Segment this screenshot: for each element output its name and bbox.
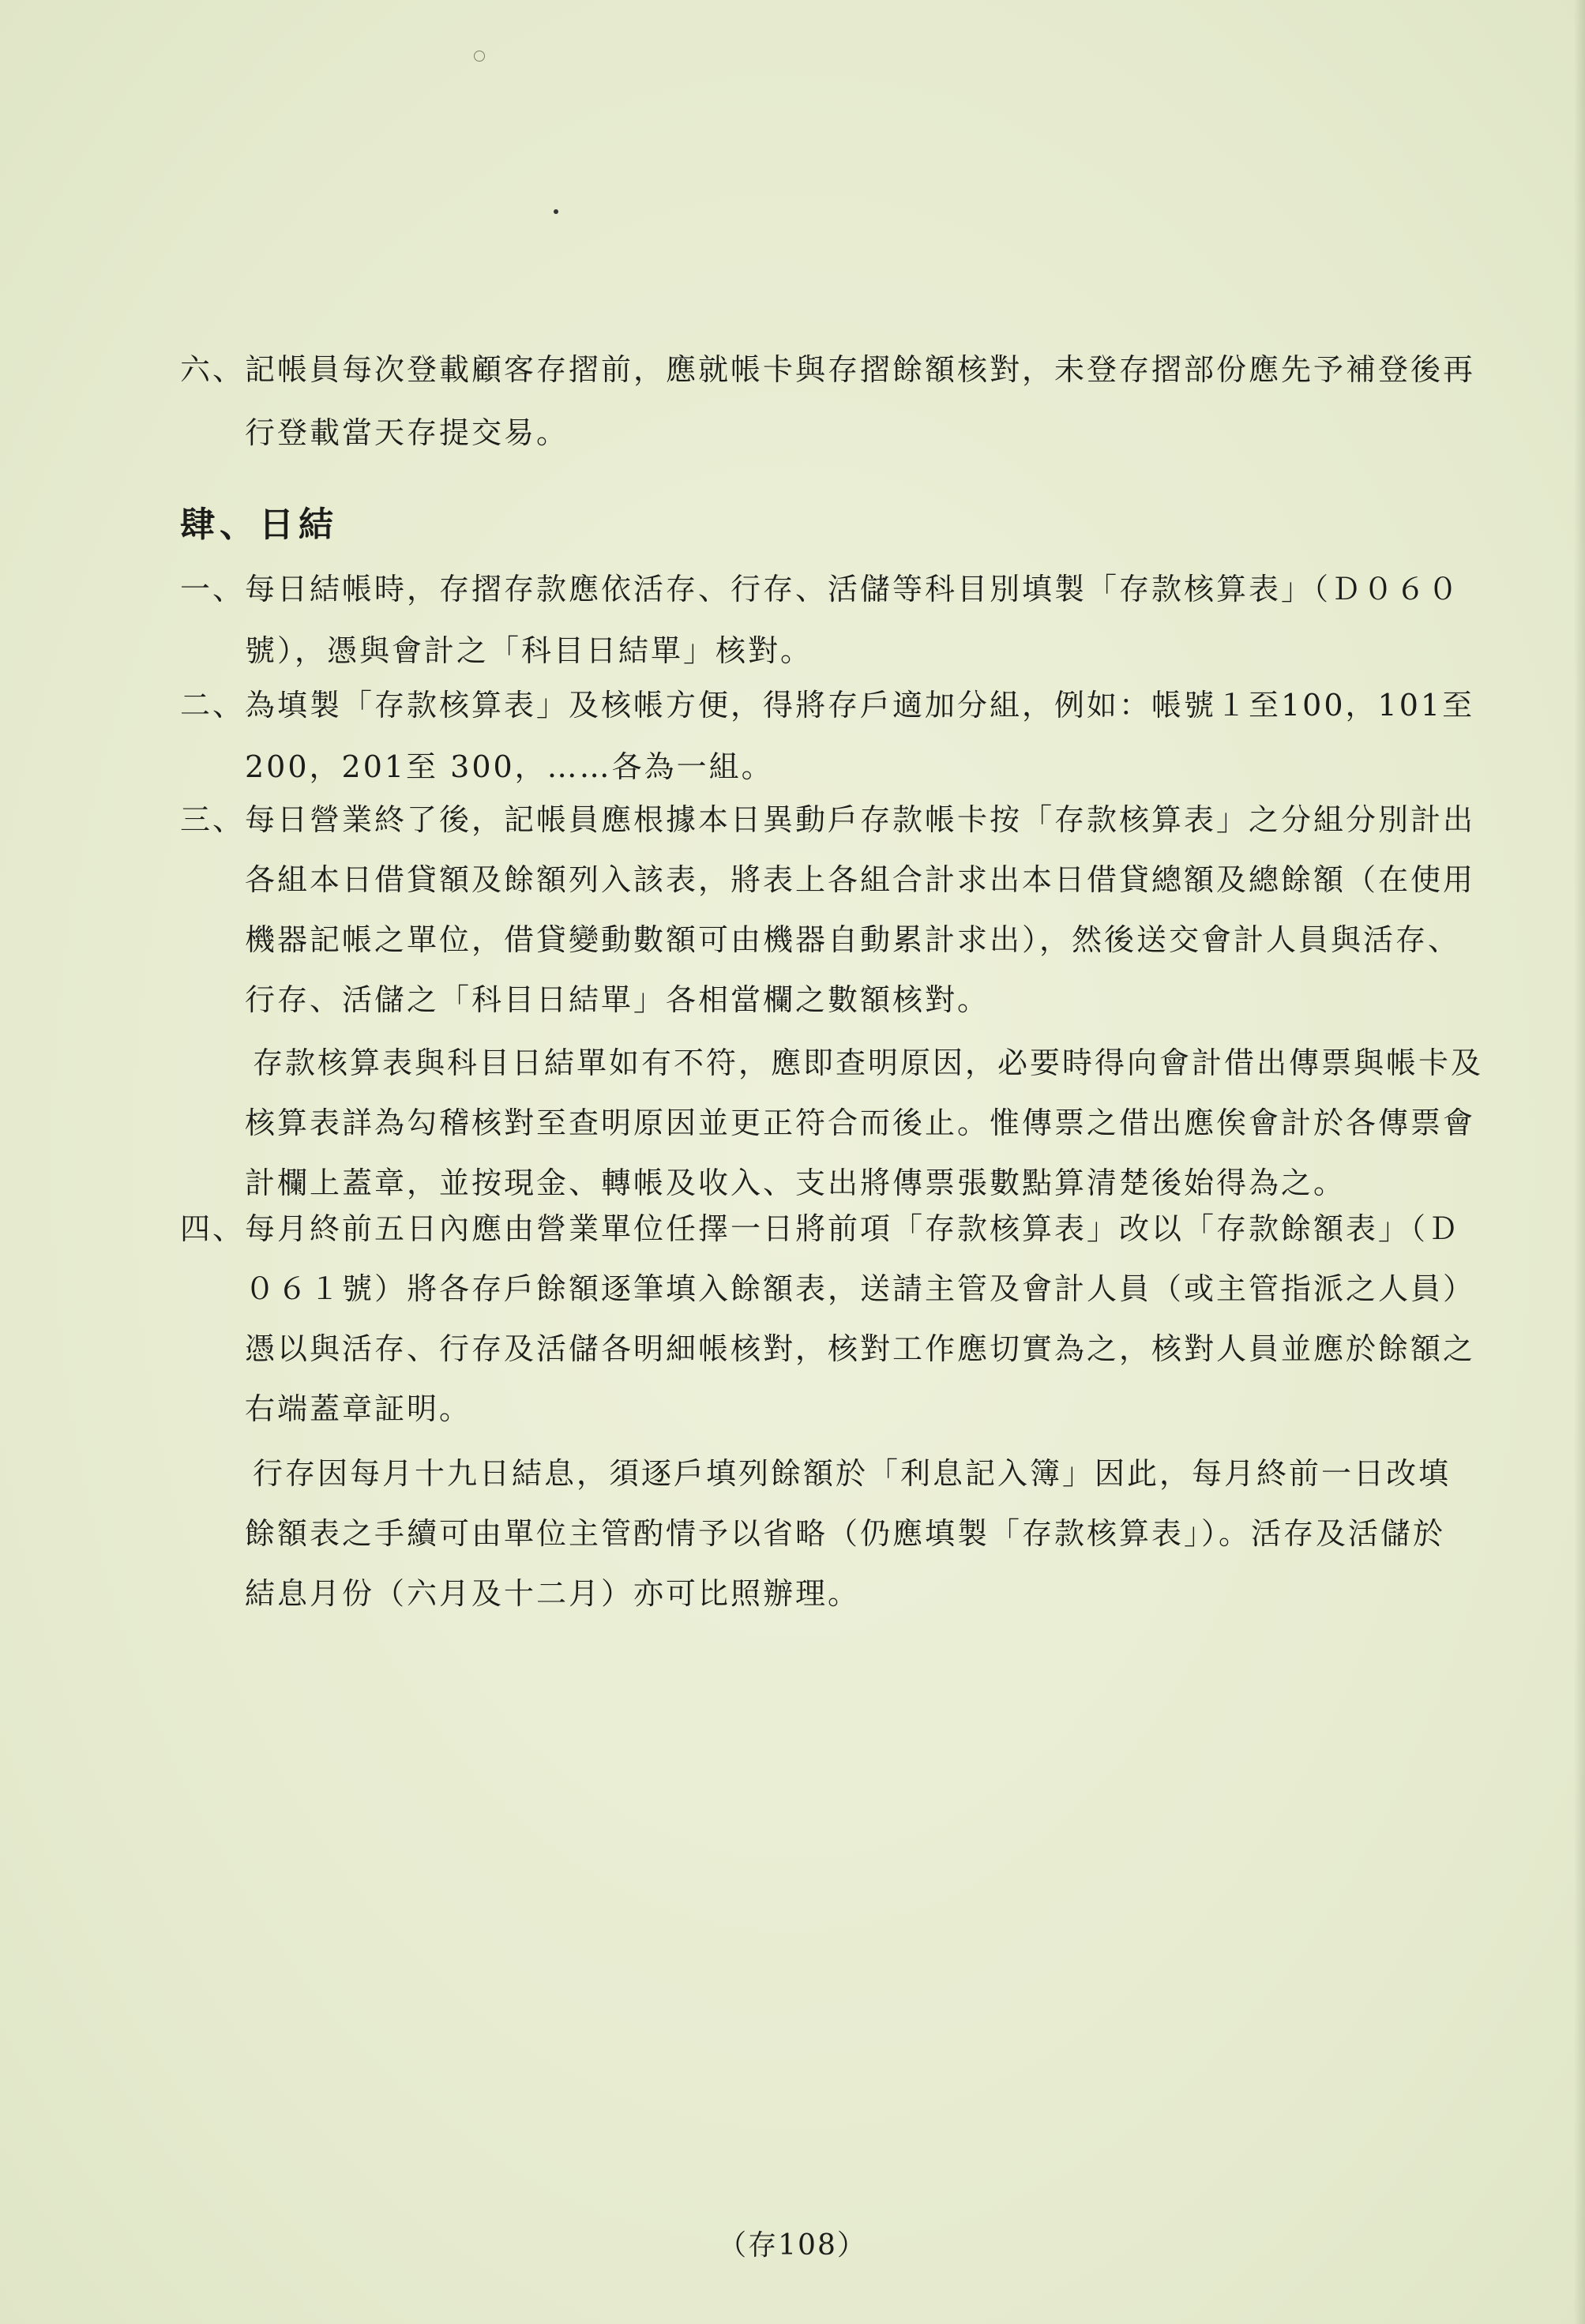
page-edge-shadow (1574, 0, 1585, 2324)
item-four-line-2: ０６１號）將各存戶餘額逐筆填入餘額表，送請主管及會計人員（或主管指派之人員） (245, 1271, 1476, 1306)
item-four-line-4: 右端蓋章証明。 (245, 1391, 472, 1426)
item-two-line-1: 為填製「存款核算表」及核帳方便，得將存戶適加分組，例如：帳號１至100，101至 (245, 688, 1475, 723)
ink-dot (554, 209, 558, 214)
item-three-line-2: 各組本日借貸額及餘額列入該表，將表上各組合計求出本日借貸總額及總餘額（在使用 (245, 862, 1476, 897)
item-four-line-1: 每月終前五日內應由營業單位任擇一日將前項「存款核算表」改以「存款餘額表」（Ｄ (245, 1211, 1461, 1246)
item-six-line-1: 記帳員每次登載顧客存摺前，應就帳卡與存摺餘額核對，未登存摺部份應先予補登後再 (245, 352, 1476, 387)
item-four-para2-line-3: 結息月份（六月及十二月）亦可比照辦理。 (245, 1576, 861, 1611)
punch-mark (474, 51, 485, 62)
item-four-para2-line-1: 行存因每月十九日結息，須逐戶填列餘額於「利息記入簿」因此，每月終前一日改填 (253, 1456, 1452, 1491)
item-three-para2-line-2: 核算表詳為勾稽核對至查明原因並更正符合而後止。惟傳票之借出應俟會計於各傳票會 (245, 1106, 1476, 1140)
item-four-line-3: 憑以與活存、行存及活儲各明細帳核對，核對工作應切實為之，核對人員並應於餘額之 (245, 1331, 1476, 1366)
item-six-number: 六、 (180, 352, 246, 387)
item-two-number: 二、 (180, 688, 246, 723)
item-three-para2-line-3: 計欄上蓋章，並按現金、轉帳及收入、支出將傳票張數點算清楚後始得為之。 (245, 1166, 1346, 1200)
item-three-line-4: 行存、活儲之「科目日結單」各相當欄之數額核對。 (245, 982, 990, 1017)
item-three-number: 三、 (180, 802, 246, 837)
item-one-line-2: 號），憑與會計之「科目日結單」核對。 (245, 633, 813, 668)
item-two-line-2: 200，201至 300，……各為一組。 (245, 749, 774, 784)
item-four-para2-line-2: 餘額表之手續可由單位主管酌情予以省略（仍應填製「存款核算表」）。活存及活儲於 (245, 1516, 1446, 1551)
item-four-number: 四、 (180, 1211, 246, 1246)
page-number: （存108） (718, 2229, 867, 2262)
item-one-line-1: 每日結帳時，存摺存款應依活存、行存、活儲等科目別填製「存款核算表」（Ｄ０６０ (245, 572, 1461, 606)
item-three-para2-line-1: 存款核算表與科目日結單如有不符，應即查明原因，必要時得向會計借出傳票與帳卡及 (253, 1046, 1484, 1080)
item-one-number: 一、 (180, 572, 246, 606)
item-six-line-2: 行登載當天存提交易。 (245, 415, 569, 450)
section-heading: 肆、日結 (180, 505, 338, 545)
item-three-line-1: 每日營業終了後，記帳員應根據本日異動戶存款帳卡按「存款核算表」之分組分別計出 (245, 802, 1476, 837)
item-three-line-3: 機器記帳之單位，借貸變動數額可由機器自動累計求出），然後送交會計人員與活存、 (245, 922, 1461, 957)
